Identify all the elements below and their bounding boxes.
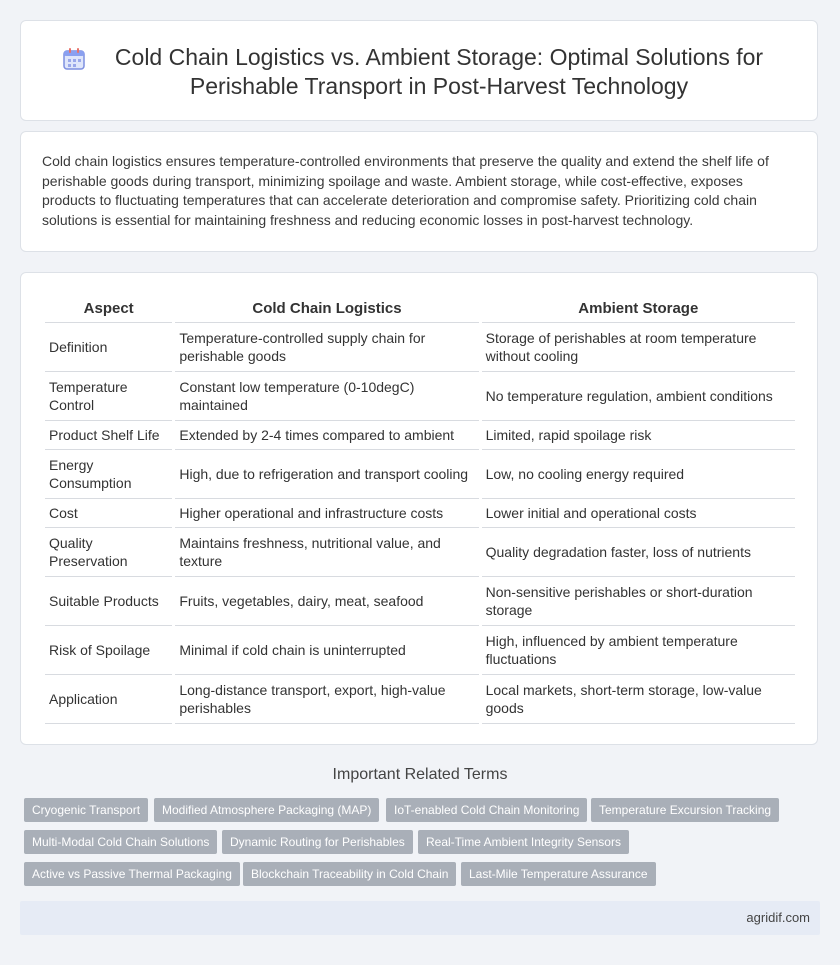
table-row — [45, 372, 795, 421]
comparison-table — [42, 295, 798, 724]
ambient-cell: Limited, rapid spoilage risk — [482, 421, 795, 450]
related-term-tag[interactable]: Real-Time Ambient Integrity Sensors — [418, 830, 629, 854]
table-row — [45, 675, 795, 724]
aspect-cell: Risk of Spoilage — [45, 626, 172, 675]
page-title: Cold Chain Logistics vs. Ambient Storage: Optimal Solutions for Perishable Transport in Post-Harvest Technology — [114, 44, 764, 99]
related-term-tag[interactable]: Cryogenic Transport — [24, 798, 148, 822]
table-row — [45, 421, 795, 450]
intro-card — [20, 131, 818, 252]
table-row — [45, 528, 795, 577]
related-term-tag[interactable]: Dynamic Routing for Perishables — [222, 830, 413, 854]
footer-site-link[interactable]: agridif.com — [746, 910, 810, 925]
aspect-cell: Application — [45, 675, 172, 724]
ambient-cell: Non-sensitive perishables or short-duration storage — [482, 577, 795, 626]
cold-chain-cell: Maintains freshness, nutritional value, and texture — [175, 528, 478, 577]
related-term-tag[interactable]: Modified Atmosphere Packaging (MAP) — [154, 798, 379, 822]
header-cold-chain: Cold Chain Logistics — [175, 295, 478, 323]
related-term-tag[interactable]: Last-Mile Temperature Assurance — [461, 862, 656, 886]
related-terms-title: Important Related Terms — [332, 766, 508, 783]
related-term-tag[interactable]: Multi-Modal Cold Chain Solutions — [24, 830, 217, 854]
table-header-row — [45, 295, 795, 323]
cold-chain-cell: Fruits, vegetables, dairy, meat, seafood — [175, 577, 478, 626]
ambient-cell: High, influenced by ambient temperature fluctuations — [482, 626, 795, 675]
aspect-cell: Cost — [45, 499, 172, 528]
ambient-cell: Low, no cooling energy required — [482, 450, 795, 499]
related-term-tag[interactable]: Blockchain Traceability in Cold Chain — [243, 862, 456, 886]
cold-chain-cell: Higher operational and infrastructure costs — [175, 499, 478, 528]
header-card — [20, 20, 818, 121]
ambient-cell: Quality degradation faster, loss of nutrients — [482, 528, 795, 577]
ambient-cell: No temperature regulation, ambient conditions — [482, 372, 795, 421]
related-term-tag[interactable]: Temperature Excursion Tracking — [591, 798, 779, 822]
cold-chain-cell: Temperature-controlled supply chain for perishable goods — [175, 323, 478, 372]
header-aspect: Aspect — [45, 295, 172, 323]
aspect-cell: Product Shelf Life — [45, 421, 172, 450]
header-ambient: Ambient Storage — [482, 295, 795, 323]
cold-chain-cell: Minimal if cold chain is uninterrupted — [175, 626, 478, 675]
aspect-cell: Quality Preservation — [45, 528, 172, 577]
cold-chain-cell: Long-distance transport, export, high-value perishables — [175, 675, 478, 724]
cold-chain-cell: Extended by 2-4 times compared to ambient — [175, 421, 478, 450]
aspect-cell: Energy Consumption — [45, 450, 172, 499]
related-term-tag[interactable]: IoT-enabled Cold Chain Monitoring — [386, 798, 587, 822]
intro-paragraph: Cold chain logistics ensures temperature-controlled environments that preserve the quality and extend the shelf life of perishable goods during transport, minimizing spoilage and waste. Ambient storage, while cost-effective, exposes products to fluctuating temperatures that can accelerate deterioration and compromise safety. Prioritizing cold chain solutions is essential for maintaining freshness and reducing economic losses in post-harvest technology. — [42, 153, 769, 228]
table-row — [45, 450, 795, 499]
ambient-cell: Storage of perishables at room temperature without cooling — [482, 323, 795, 372]
cold-chain-cell: High, due to refrigeration and transport cooling — [175, 450, 478, 499]
aspect-cell: Suitable Products — [45, 577, 172, 626]
table-row — [45, 577, 795, 626]
table-row — [45, 323, 795, 372]
table-row — [45, 626, 795, 675]
table-row — [45, 499, 795, 528]
cold-chain-cell: Constant low temperature (0-10degC) maintained — [175, 372, 478, 421]
ambient-cell: Lower initial and operational costs — [482, 499, 795, 528]
related-term-tag[interactable]: Active vs Passive Thermal Packaging — [24, 862, 240, 886]
comparison-table-card — [20, 272, 818, 745]
aspect-cell: Definition — [45, 323, 172, 372]
footer — [20, 901, 820, 935]
aspect-cell: Temperature Control — [45, 372, 172, 421]
ambient-cell: Local markets, short-term storage, low-value goods — [482, 675, 795, 724]
